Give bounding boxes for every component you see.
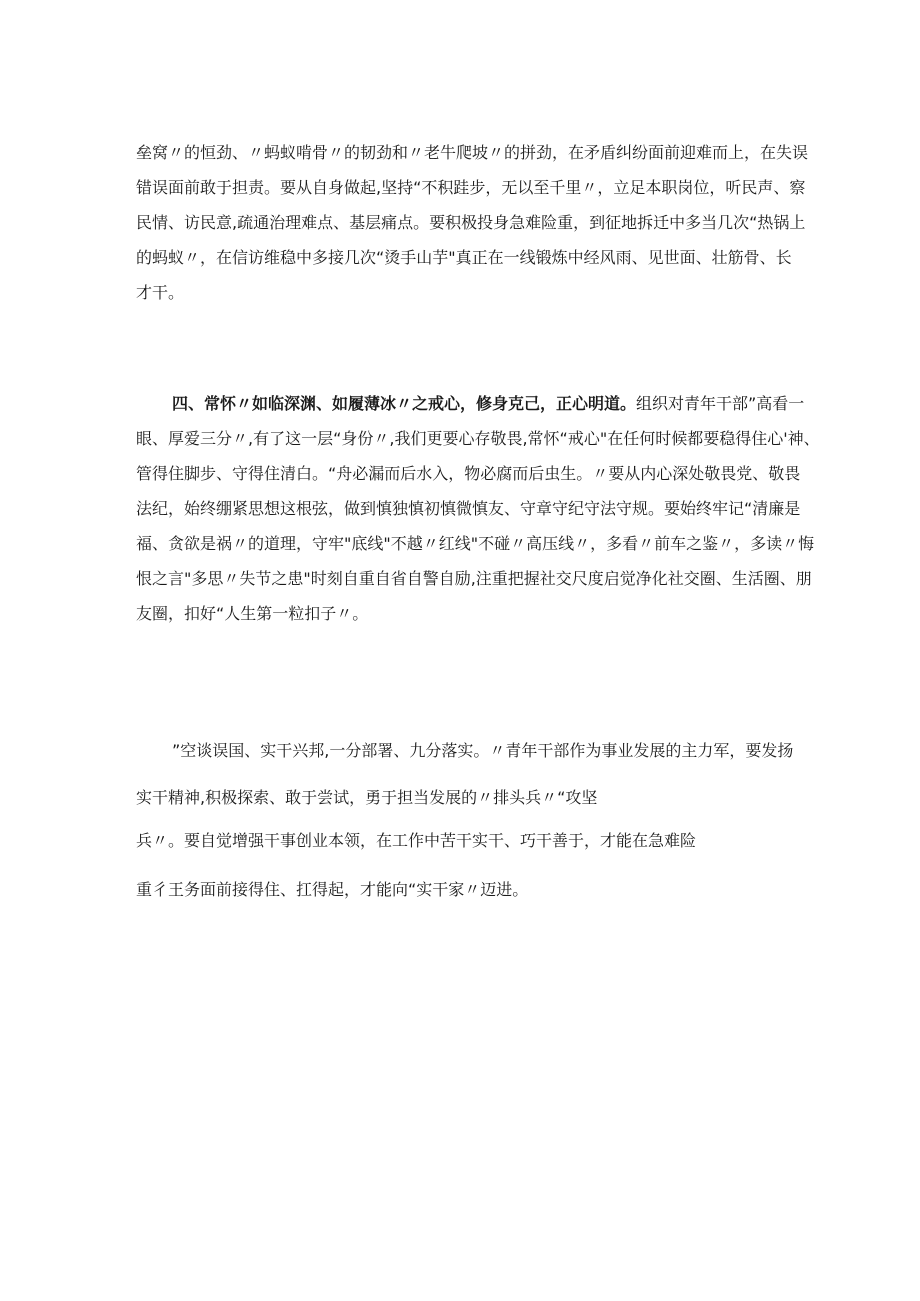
paragraph-3-line-2: 实干精神,积极探索、敢于尝试，勇于担当发展的〃排头兵〃“攻坚 xyxy=(136,788,598,807)
paragraph-3-line-3: 兵〃。要自觉增强干事创业本领，在工作中苦干实干、巧干善于，才能在急难险 xyxy=(136,831,697,850)
text-line: 福、贪欲是祸〃的道理，守牢"底线"不越〃红线"不碰〃高压线〃，多看〃前车之鉴〃，多读〃悔 xyxy=(136,534,815,553)
paragraph-3-line-1: ”空谈误国、实干兴邦,一分部署、九分落实。〃青年干部作为事业发展的主力军，要发扬 xyxy=(172,741,794,760)
heading-line xyxy=(136,386,805,421)
paragraph-1 xyxy=(136,135,809,310)
paragraph-2 xyxy=(136,386,820,631)
text-line: 垒窝〃的恒劲、〃蚂蚁啃骨〃的韧劲和〃老牛爬坡〃的拼劲，在矛盾纠纷面前迎难而上，在失误 xyxy=(136,143,809,162)
text-line: 民情、访民意,疏通治理难点、基层痛点。要积极投身急难险重，到征地拆迁中多当几次“热锅上 xyxy=(136,213,806,232)
text-line: 的蚂蚁〃，在信访维稳中多接几次“烫手山芋"真正在一线锻炼中经风雨、见世面、壮筋骨、长 xyxy=(136,248,792,267)
text-line: 恨之言"多思〃失节之患"时刻自重自省自警自励,注重把握社交尺度启觉净化社交圈、生活圈、朋 xyxy=(136,569,812,588)
paragraph-3-line-4: 重彳王务面前接得住、扛得起，才能向“实干家〃迈进。 xyxy=(136,880,529,899)
text-line: 眼、厚爱三分〃,有了这一层“身份〃,我们更要心存敬畏,常怀“戒心"在任何时候都要稳得住心'神、 xyxy=(136,429,820,448)
text-line: 才干。 xyxy=(136,283,185,302)
text-line: 错误面前敢于担责。要从自身做起,坚持“不积跬步，无以至千里〃，立足本职岗位，听民声、察 xyxy=(136,178,806,197)
text-line: 法纪，始终绷紧思想这根弦，做到慎独慎初慎微慎友、守章守纪守法守规。要始终牢记“清廉是 xyxy=(136,499,801,518)
text-line: 管得住脚步、守得住清白。“舟必漏而后水入，物必腐而后虫生。〃要从内心深处敬畏党、敬畏 xyxy=(136,464,801,483)
section-heading: 四、常怀〃如临深渊、如履薄冰〃之戒心，修身克己，正心明道。 xyxy=(172,394,637,413)
text-line: 友圈，扣好“人生第一粒扣子〃。 xyxy=(136,604,369,623)
heading-line-rest: 组织对青年干部”高看一 xyxy=(636,394,805,413)
